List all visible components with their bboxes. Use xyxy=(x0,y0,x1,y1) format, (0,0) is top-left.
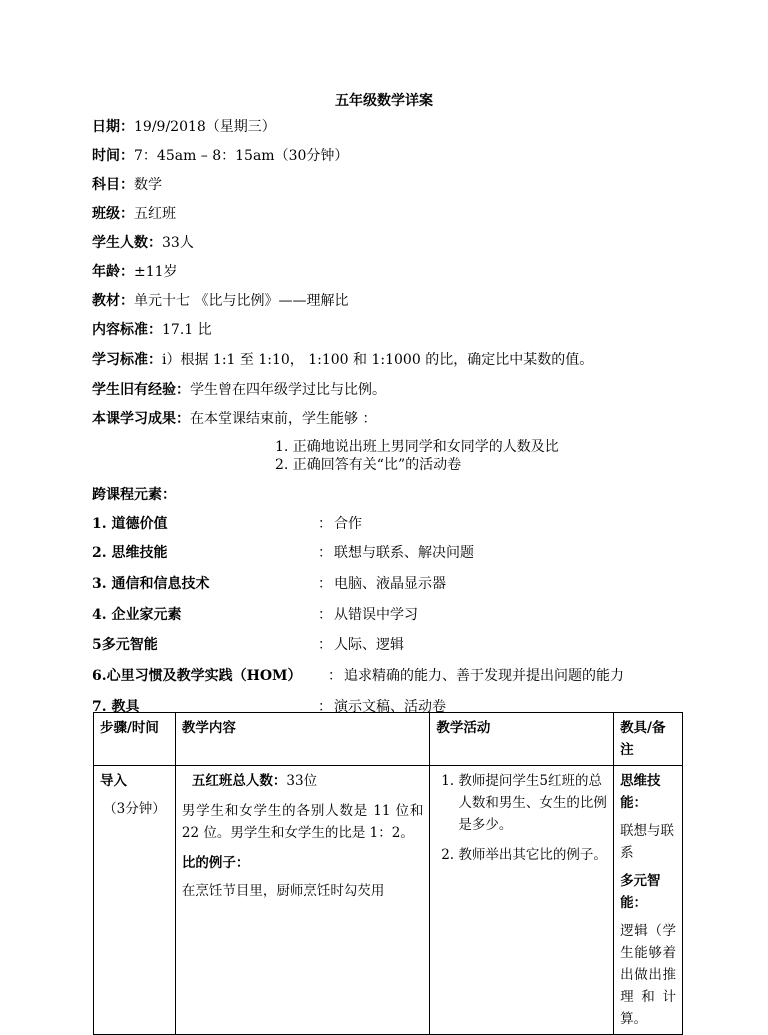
notes-value: 联想与联系 xyxy=(620,823,675,861)
cross-element-text: 合作 xyxy=(334,516,362,532)
cross-element-colon: ： xyxy=(318,516,332,532)
field-value: 7：45am – 8：15am（30分钟） xyxy=(134,148,349,164)
field-value: ±11岁 xyxy=(134,264,178,280)
field-value: 学生曾在四年级学过比与比例。 xyxy=(190,382,386,398)
field-student-count xyxy=(92,232,194,252)
outcome-item: 2. 正确回答有关“比”的活动卷 xyxy=(275,457,462,473)
cross-element-colon: ： xyxy=(318,576,332,592)
content-paragraph: 在烹饪节目里，厨师烹饪时勾芡用 xyxy=(181,883,385,899)
cross-element-colon: ： xyxy=(318,699,332,715)
step-label: 导入 xyxy=(100,773,127,789)
field-label: 教材： xyxy=(92,293,134,309)
table-header-row xyxy=(94,713,683,766)
activity-item: 2. 教师举出其它比的例子。 xyxy=(458,844,607,866)
step-cell xyxy=(94,766,176,1035)
field-subject xyxy=(92,174,162,194)
cross-element-colon: ： xyxy=(318,637,332,653)
field-label: 学习标准： xyxy=(92,352,162,368)
cross-element-value xyxy=(318,542,474,562)
cross-element-text: 从错误中学习 xyxy=(334,607,418,623)
cross-element-value xyxy=(318,634,404,654)
field-label: 年龄： xyxy=(92,264,134,280)
table-header-cell: 教具/备注 xyxy=(614,713,683,766)
table-header-cell: 步骤/时间 xyxy=(94,713,176,766)
field-textbook xyxy=(92,290,348,310)
field-label: 内容标准： xyxy=(92,322,162,338)
cross-element-label: 6.心里习惯及教学实践（HOM） xyxy=(92,668,302,684)
notes-heading: 思维技能： xyxy=(620,773,661,811)
activity-item: 1. 教师提问学生5红班的总人数和男生、女生的比例是多少。 xyxy=(458,770,607,836)
cross-element-label: 4. 企业家元素 xyxy=(92,607,182,623)
field-label: 时间： xyxy=(92,148,134,164)
content-paragraph: 男学生和女学生的各别人数是 11 位和 22 位。男学生和女学生的比是 1：2。 xyxy=(181,803,424,841)
cross-element-colon: ： xyxy=(318,607,332,623)
cross-element-label: 7. 教具 xyxy=(92,699,140,715)
field-date xyxy=(92,116,276,136)
activity-list xyxy=(436,770,607,866)
field-value: 33人 xyxy=(162,235,194,251)
field-label: 学生旧有经验： xyxy=(92,382,190,398)
cross-element-text: 演示文稿、活动卷 xyxy=(334,699,446,715)
cross-element-text: 联想与联系、解决问题 xyxy=(334,545,474,561)
cross-element-colon: ： xyxy=(328,668,342,684)
notes-value: 逻辑（学生能够着出做出推理和计算。 xyxy=(620,923,676,1027)
page-title: 五年级数学详案 xyxy=(335,93,433,109)
cross-element-text: 追求精确的能力、善于发现并提出问题的能力 xyxy=(344,668,624,684)
cross-element-label: 5多元智能 xyxy=(92,637,158,653)
cross-element-value xyxy=(318,513,362,533)
cross-element-value xyxy=(318,604,418,624)
field-value: 数学 xyxy=(134,177,162,193)
field-learning-standard xyxy=(92,349,593,369)
cross-element-label: 2. 思维技能 xyxy=(92,545,168,561)
activity-cell xyxy=(430,766,614,1035)
content-heading-label: 五红班总人数： xyxy=(191,773,287,789)
field-value: 19/9/2018（星期三） xyxy=(134,119,276,135)
field-label: 本课学习成果： xyxy=(92,411,190,427)
lesson-plan-table xyxy=(93,712,683,1035)
field-content-standard xyxy=(92,319,212,339)
table-row xyxy=(94,766,683,1035)
cross-element-text: 电脑、液晶显示器 xyxy=(334,576,446,592)
field-label: 学生人数： xyxy=(92,235,162,251)
field-value: i）根据 1:1 至 1:10， 1:100 和 1:1000 的比，确定比中某数的值。 xyxy=(162,352,594,368)
step-duration: （3分钟） xyxy=(103,801,166,817)
cross-element-colon: ： xyxy=(318,545,332,561)
field-label: 日期： xyxy=(92,119,134,135)
field-label: 班级： xyxy=(92,206,134,222)
field-prior-knowledge xyxy=(92,379,386,399)
cross-curricular-heading: 跨课程元素： xyxy=(92,487,176,503)
cross-element-value xyxy=(318,573,446,593)
field-value: 在本堂课结束前，学生能够 ： xyxy=(190,411,377,427)
notes-cell xyxy=(614,766,683,1035)
field-value: 17.1 比 xyxy=(162,322,212,338)
field-learning-outcomes xyxy=(92,408,376,428)
table-header-cell: 教学活动 xyxy=(430,713,614,766)
content-subheading: 比的例子： xyxy=(181,855,250,871)
cross-element-label: 1. 道德价值 xyxy=(92,516,168,532)
content-heading-value: 33位 xyxy=(286,773,318,789)
table-header-cell: 教学内容 xyxy=(175,713,429,766)
field-label: 科目： xyxy=(92,177,134,193)
content-cell xyxy=(175,766,429,1035)
field-value: 五红班 xyxy=(134,206,176,222)
outcome-item: 1. 正确地说出班上男同学和女同学的人数及比 xyxy=(275,439,559,455)
field-time xyxy=(92,145,348,165)
cross-element-label: 3. 通信和信息技术 xyxy=(92,576,210,592)
cross-element-value xyxy=(328,665,624,685)
content-heading xyxy=(182,770,423,792)
field-class xyxy=(92,203,176,223)
notes-heading: 多元智能： xyxy=(620,873,661,911)
cross-element-text: 人际、逻辑 xyxy=(334,637,404,653)
field-age xyxy=(92,261,178,281)
field-value: 单元十七 《比与比例》——理解比 xyxy=(134,293,349,309)
